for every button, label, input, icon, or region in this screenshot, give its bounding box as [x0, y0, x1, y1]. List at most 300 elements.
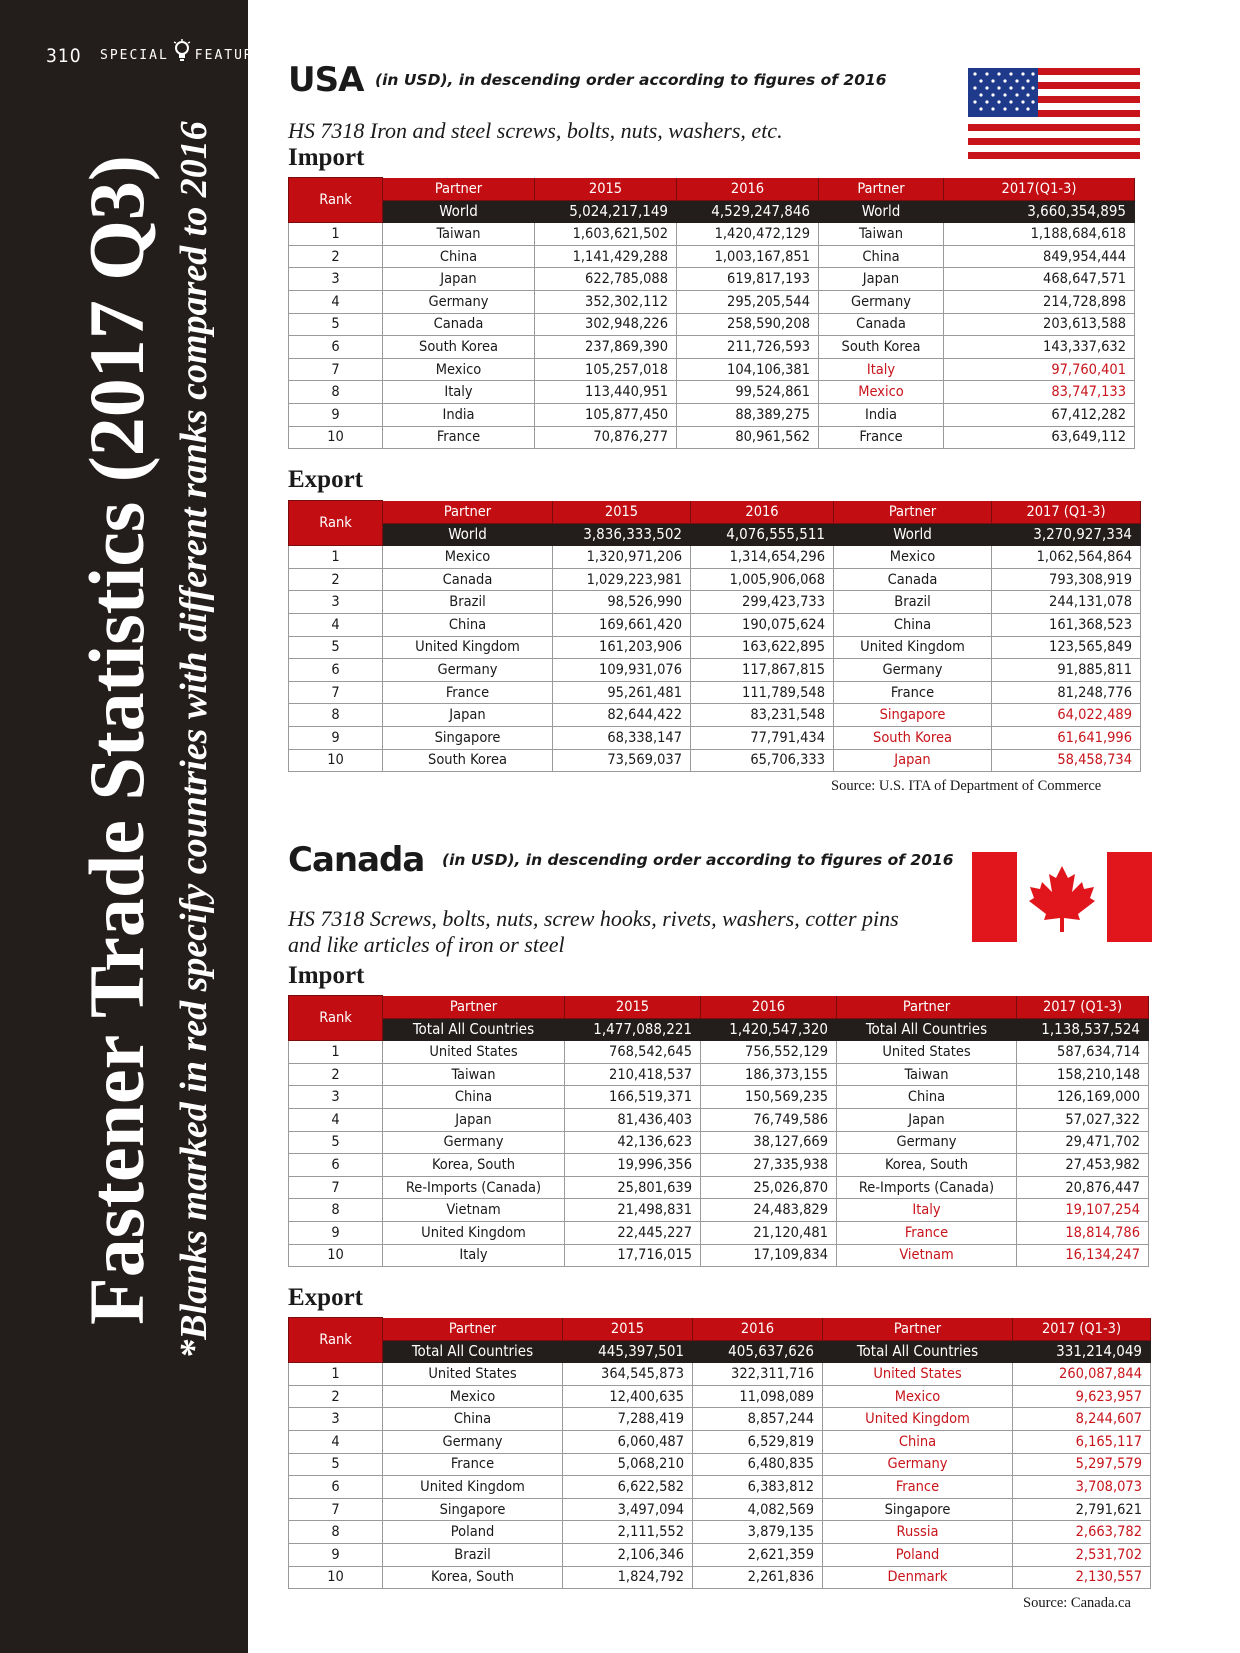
- total-row: [289, 200, 1135, 223]
- value-2017-cell: 468,647,571: [944, 268, 1135, 291]
- partner-2017-cell: China: [819, 245, 944, 268]
- value-2016-cell: 1,003,167,851: [677, 245, 819, 268]
- partner-2017-cell: China: [823, 1430, 1013, 1453]
- total-partner-2017: World: [834, 523, 992, 546]
- partner-cell: United Kingdom: [383, 1476, 563, 1499]
- partner-2017-cell: Germany: [837, 1131, 1017, 1154]
- partner-header: Partner: [383, 996, 565, 1019]
- table-row: [289, 245, 1135, 268]
- table-row: [289, 1154, 1149, 1177]
- value-2017-cell: 19,107,254: [1017, 1199, 1149, 1222]
- total-partner: Total All Countries: [383, 1340, 563, 1363]
- value-2016-cell: 77,791,434: [691, 726, 834, 749]
- table-row: [289, 1176, 1149, 1199]
- value-2017-cell: 16,134,247: [1017, 1244, 1149, 1267]
- value-2017-cell: 91,885,811: [992, 659, 1141, 682]
- rank-cell: 10: [289, 1566, 383, 1589]
- partner-header: Partner: [383, 501, 553, 524]
- usa-flag-icon: [968, 68, 1140, 159]
- table-row: [289, 659, 1141, 682]
- value-2016-cell: 38,127,669: [701, 1131, 837, 1154]
- value-2017-cell: 29,471,702: [1017, 1131, 1149, 1154]
- year-2015-header: 2015: [553, 501, 691, 524]
- partner-2017-cell: Vietnam: [837, 1244, 1017, 1267]
- partner-cell: Japan: [383, 1108, 565, 1131]
- rank-cell: 3: [289, 268, 383, 291]
- value-2016-cell: 258,590,208: [677, 313, 819, 336]
- total-2015: 1,477,088,221: [565, 1018, 701, 1041]
- value-2015-cell: 2,106,346: [563, 1543, 693, 1566]
- table-row: [289, 1363, 1151, 1386]
- table-row: [289, 313, 1135, 336]
- total-2016: 1,420,547,320: [701, 1018, 837, 1041]
- table-row: [289, 681, 1141, 704]
- partner-2017-cell: Italy: [819, 358, 944, 381]
- total-2017: 1,138,537,524: [1017, 1018, 1149, 1041]
- section-label-right: FEATURE: [194, 48, 264, 63]
- table-row: [289, 1385, 1151, 1408]
- value-2015-cell: 12,400,635: [563, 1385, 693, 1408]
- year-2016-header: 2016: [691, 501, 834, 524]
- value-2016-cell: 8,857,244: [693, 1408, 823, 1431]
- partner-cell: Korea, South: [383, 1566, 563, 1589]
- partner-2017-cell: Germany: [834, 659, 992, 682]
- value-2015-cell: 105,257,018: [535, 358, 677, 381]
- table-row: [289, 726, 1141, 749]
- value-2017-cell: 849,954,444: [944, 245, 1135, 268]
- value-2015-cell: 210,418,537: [565, 1063, 701, 1086]
- table-row: [289, 1566, 1151, 1589]
- partner-cell: Germany: [383, 1131, 565, 1154]
- table-row: [289, 1199, 1149, 1222]
- partner-2017-cell: India: [819, 403, 944, 426]
- table-row: [289, 591, 1141, 614]
- value-2017-cell: 126,169,000: [1017, 1086, 1149, 1109]
- partner-2017-cell: Italy: [837, 1199, 1017, 1222]
- value-2015-cell: 166,519,371: [565, 1086, 701, 1109]
- year-2016-header: 2016: [701, 996, 837, 1019]
- value-2017-cell: 67,412,282: [944, 403, 1135, 426]
- partner-2017-cell: Mexico: [819, 381, 944, 404]
- value-2017-cell: 27,453,982: [1017, 1154, 1149, 1177]
- table-row: [289, 1430, 1151, 1453]
- total-2015: 445,397,501: [563, 1340, 693, 1363]
- partner-2017-cell: China: [834, 613, 992, 636]
- value-2017-cell: 587,634,714: [1017, 1041, 1149, 1064]
- partner-2017-cell: Singapore: [834, 704, 992, 727]
- value-2017-cell: 2,531,702: [1013, 1543, 1151, 1566]
- partner-2017-cell: United Kingdom: [823, 1408, 1013, 1431]
- table-row: [289, 1498, 1151, 1521]
- total-2015: 3,836,333,502: [553, 523, 691, 546]
- value-2015-cell: 82,644,422: [553, 704, 691, 727]
- usa-import-label: Import: [288, 144, 365, 171]
- total-partner: World: [383, 523, 553, 546]
- value-2016-cell: 21,120,481: [701, 1221, 837, 1244]
- partner-cell: Germany: [383, 1430, 563, 1453]
- table-row: [289, 336, 1135, 359]
- value-2017-cell: 1,062,564,864: [992, 546, 1141, 569]
- table-row: [289, 1543, 1151, 1566]
- value-2016-cell: 17,109,834: [701, 1244, 837, 1267]
- rank-cell: 4: [289, 613, 383, 636]
- partner-2017-cell: Germany: [819, 290, 944, 313]
- value-2017-cell: 97,760,401: [944, 358, 1135, 381]
- rank-cell: 2: [289, 1385, 383, 1408]
- partner-cell: Korea, South: [383, 1154, 565, 1177]
- value-2017-cell: 61,641,996: [992, 726, 1141, 749]
- partner-2017-cell: Canada: [834, 568, 992, 591]
- rank-cell: 6: [289, 336, 383, 359]
- partner-cell: Brazil: [383, 591, 553, 614]
- partner-2017-cell: Singapore: [823, 1498, 1013, 1521]
- value-2016-cell: 104,106,381: [677, 358, 819, 381]
- table-row: [289, 381, 1135, 404]
- header-row: [289, 996, 1149, 1019]
- rank-cell: 9: [289, 1543, 383, 1566]
- value-2016-cell: 6,529,819: [693, 1430, 823, 1453]
- value-2015-cell: 113,440,951: [535, 381, 677, 404]
- usa-description: (in USD), in descending order according to figures of 2016: [375, 71, 887, 89]
- rank-cell: 10: [289, 1244, 383, 1267]
- year-2015-header: 2015: [565, 996, 701, 1019]
- year-2017-header: 2017 (Q1-3): [1013, 1318, 1151, 1341]
- canada-import-table: [288, 995, 1149, 1267]
- value-2017-cell: 158,210,148: [1017, 1063, 1149, 1086]
- partner-cell: United States: [383, 1363, 563, 1386]
- rank-cell: 8: [289, 1521, 383, 1544]
- year-2017-header: 2017(Q1-3): [944, 178, 1135, 201]
- table-row: [289, 358, 1135, 381]
- value-2015-cell: 7,288,419: [563, 1408, 693, 1431]
- canada-description: (in USD), in descending order according to figures of 2016: [442, 851, 954, 869]
- rank-header: Rank: [289, 178, 383, 223]
- value-2015-cell: 622,785,088: [535, 268, 677, 291]
- rank-cell: 5: [289, 1131, 383, 1154]
- value-2017-cell: 5,297,579: [1013, 1453, 1151, 1476]
- value-2015-cell: 42,136,623: [565, 1131, 701, 1154]
- rank-cell: 4: [289, 1108, 383, 1131]
- usa-export-label: Export: [288, 466, 363, 493]
- rank-cell: 7: [289, 1176, 383, 1199]
- table-row: [289, 1063, 1149, 1086]
- partner-2017-cell: France: [837, 1221, 1017, 1244]
- table-row: [289, 1131, 1149, 1154]
- table-row: [289, 636, 1141, 659]
- header-row: [289, 1318, 1151, 1341]
- year-2017-header: 2017 (Q1-3): [992, 501, 1141, 524]
- partner-2017-cell: Taiwan: [819, 223, 944, 246]
- partner-cell: Canada: [383, 568, 553, 591]
- value-2016-cell: 4,082,569: [693, 1498, 823, 1521]
- value-2016-cell: 88,389,275: [677, 403, 819, 426]
- partner-cell: France: [383, 1453, 563, 1476]
- partner-cell: Canada: [383, 313, 535, 336]
- table-row: [289, 268, 1135, 291]
- partner-header: Partner: [383, 178, 535, 201]
- table-row: [289, 1521, 1151, 1544]
- value-2015-cell: 1,603,621,502: [535, 223, 677, 246]
- value-2017-cell: 214,728,898: [944, 290, 1135, 313]
- value-2017-cell: 260,087,844: [1013, 1363, 1151, 1386]
- year-2015-header: 2015: [563, 1318, 693, 1341]
- value-2016-cell: 6,383,812: [693, 1476, 823, 1499]
- partner-2017-cell: Russia: [823, 1521, 1013, 1544]
- sidebar: [0, 0, 264, 1653]
- table-row: [289, 749, 1141, 772]
- rank-cell: 3: [289, 591, 383, 614]
- table-row: [289, 704, 1141, 727]
- rank-cell: 4: [289, 290, 383, 313]
- partner-2017-header: Partner: [837, 996, 1017, 1019]
- value-2016-cell: 756,552,129: [701, 1041, 837, 1064]
- partner-cell: Re-Imports (Canada): [383, 1176, 565, 1199]
- value-2016-cell: 24,483,829: [701, 1199, 837, 1222]
- value-2017-cell: 63,649,112: [944, 426, 1135, 449]
- value-2016-cell: 295,205,544: [677, 290, 819, 313]
- partner-cell: India: [383, 403, 535, 426]
- total-partner: Total All Countries: [383, 1018, 565, 1041]
- header-row: [289, 501, 1141, 524]
- partner-cell: Taiwan: [383, 223, 535, 246]
- year-2016-header: 2016: [677, 178, 819, 201]
- value-2016-cell: 163,622,895: [691, 636, 834, 659]
- value-2016-cell: 211,726,593: [677, 336, 819, 359]
- canada-export-label: Export: [288, 1284, 363, 1311]
- value-2016-cell: 619,817,193: [677, 268, 819, 291]
- table-row: [289, 1086, 1149, 1109]
- rank-cell: 3: [289, 1086, 383, 1109]
- canada-hs-line1: HS 7318 Screws, bolts, nuts, screw hooks, rivets, washers, cotter pins: [288, 906, 899, 931]
- rank-cell: 9: [289, 1221, 383, 1244]
- value-2015-cell: 95,261,481: [553, 681, 691, 704]
- usa-source: Source: U.S. ITA of Department of Commerce: [831, 778, 1102, 794]
- value-2016-cell: 190,075,624: [691, 613, 834, 636]
- partner-2017-cell: Germany: [823, 1453, 1013, 1476]
- value-2017-cell: 58,458,734: [992, 749, 1141, 772]
- partner-cell: Poland: [383, 1521, 563, 1544]
- partner-cell: Vietnam: [383, 1199, 565, 1222]
- partner-cell: China: [383, 1408, 563, 1431]
- year-2017-header: 2017 (Q1-3): [1017, 996, 1149, 1019]
- value-2015-cell: 1,320,971,206: [553, 546, 691, 569]
- table-row: [289, 568, 1141, 591]
- rank-cell: 7: [289, 1498, 383, 1521]
- partner-cell: France: [383, 681, 553, 704]
- value-2015-cell: 70,876,277: [535, 426, 677, 449]
- rank-cell: 6: [289, 1154, 383, 1177]
- rank-cell: 5: [289, 313, 383, 336]
- partner-cell: China: [383, 1086, 565, 1109]
- partner-cell: China: [383, 245, 535, 268]
- value-2015-cell: 17,716,015: [565, 1244, 701, 1267]
- partner-2017-cell: South Korea: [819, 336, 944, 359]
- canada-import-label: Import: [288, 962, 365, 989]
- value-2017-cell: 123,565,849: [992, 636, 1141, 659]
- partner-2017-header: Partner: [823, 1318, 1013, 1341]
- value-2016-cell: 186,373,155: [701, 1063, 837, 1086]
- table-row: [289, 613, 1141, 636]
- partner-2017-cell: Brazil: [834, 591, 992, 614]
- rank-cell: 2: [289, 568, 383, 591]
- value-2015-cell: 5,068,210: [563, 1453, 693, 1476]
- partner-cell: Italy: [383, 1244, 565, 1267]
- value-2017-cell: 64,022,489: [992, 704, 1141, 727]
- rank-cell: 9: [289, 403, 383, 426]
- table-row: [289, 290, 1135, 313]
- table-row: [289, 1244, 1149, 1267]
- partner-cell: Germany: [383, 659, 553, 682]
- value-2016-cell: 2,621,359: [693, 1543, 823, 1566]
- partner-2017-cell: China: [837, 1086, 1017, 1109]
- value-2017-cell: 83,747,133: [944, 381, 1135, 404]
- value-2017-cell: 203,613,588: [944, 313, 1135, 336]
- total-partner-2017: Total All Countries: [837, 1018, 1017, 1041]
- canada-source: Source: Canada.ca: [1023, 1595, 1131, 1611]
- canada-export-table: [288, 1317, 1151, 1589]
- rank-cell: 1: [289, 223, 383, 246]
- partner-2017-cell: Denmark: [823, 1566, 1013, 1589]
- partner-cell: Singapore: [383, 1498, 563, 1521]
- partner-cell: Japan: [383, 268, 535, 291]
- partner-cell: Japan: [383, 704, 553, 727]
- value-2016-cell: 299,423,733: [691, 591, 834, 614]
- value-2017-cell: 143,337,632: [944, 336, 1135, 359]
- value-2015-cell: 109,931,076: [553, 659, 691, 682]
- value-2016-cell: 65,706,333: [691, 749, 834, 772]
- partner-2017-cell: France: [834, 681, 992, 704]
- value-2017-cell: 244,131,078: [992, 591, 1141, 614]
- partner-2017-cell: France: [819, 426, 944, 449]
- value-2017-cell: 18,814,786: [1017, 1221, 1149, 1244]
- table-row: [289, 1041, 1149, 1064]
- value-2016-cell: 25,026,870: [701, 1176, 837, 1199]
- total-2015: 5,024,217,149: [535, 200, 677, 223]
- partner-cell: Italy: [383, 381, 535, 404]
- value-2015-cell: 105,877,450: [535, 403, 677, 426]
- rank-cell: 8: [289, 381, 383, 404]
- value-2016-cell: 3,879,135: [693, 1521, 823, 1544]
- rank-cell: 1: [289, 1363, 383, 1386]
- rank-cell: 6: [289, 1476, 383, 1499]
- value-2016-cell: 1,005,906,068: [691, 568, 834, 591]
- total-2017: 331,214,049: [1013, 1340, 1151, 1363]
- value-2017-cell: 20,876,447: [1017, 1176, 1149, 1199]
- feature-subtitle: *Blanks marked in red specify countries with different ranks compared to 2016: [173, 121, 215, 1359]
- usa-hs-code: HS 7318 Iron and steel screws, bolts, nuts, washers, etc.: [288, 118, 783, 143]
- rank-cell: 2: [289, 1063, 383, 1086]
- partner-cell: United States: [383, 1041, 565, 1064]
- partner-2017-cell: Mexico: [834, 546, 992, 569]
- partner-2017-cell: France: [823, 1476, 1013, 1499]
- total-row: [289, 523, 1141, 546]
- value-2017-cell: 2,130,557: [1013, 1566, 1151, 1589]
- value-2017-cell: 81,248,776: [992, 681, 1141, 704]
- partner-cell: Taiwan: [383, 1063, 565, 1086]
- rank-cell: 2: [289, 245, 383, 268]
- partner-2017-cell: Japan: [834, 749, 992, 772]
- partner-cell: China: [383, 613, 553, 636]
- value-2015-cell: 98,526,990: [553, 591, 691, 614]
- value-2015-cell: 3,497,094: [563, 1498, 693, 1521]
- partner-2017-cell: Canada: [819, 313, 944, 336]
- value-2015-cell: 161,203,906: [553, 636, 691, 659]
- usa-heading: USA: [288, 60, 364, 100]
- partner-cell: France: [383, 426, 535, 449]
- partner-2017-header: Partner: [819, 178, 944, 201]
- table-row: [289, 223, 1135, 246]
- table-row: [289, 1453, 1151, 1476]
- value-2015-cell: 68,338,147: [553, 726, 691, 749]
- total-2016: 4,076,555,511: [691, 523, 834, 546]
- value-2015-cell: 768,542,645: [565, 1041, 701, 1064]
- total-2016: 405,637,626: [693, 1340, 823, 1363]
- year-2015-header: 2015: [535, 178, 677, 201]
- partner-cell: Mexico: [383, 1385, 563, 1408]
- value-2017-cell: 9,623,957: [1013, 1385, 1151, 1408]
- value-2016-cell: 76,749,586: [701, 1108, 837, 1131]
- value-2017-cell: 793,308,919: [992, 568, 1141, 591]
- value-2015-cell: 237,869,390: [535, 336, 677, 359]
- partner-2017-cell: Re-Imports (Canada): [837, 1176, 1017, 1199]
- value-2016-cell: 83,231,548: [691, 704, 834, 727]
- rank-cell: 7: [289, 358, 383, 381]
- value-2015-cell: 1,141,429,288: [535, 245, 677, 268]
- partner-cell: South Korea: [383, 336, 535, 359]
- canada-heading: Canada: [288, 840, 425, 880]
- partner-cell: Singapore: [383, 726, 553, 749]
- usa-export-table: [288, 500, 1141, 772]
- rank-cell: 10: [289, 749, 383, 772]
- total-row: [289, 1018, 1149, 1041]
- partner-cell: Brazil: [383, 1543, 563, 1566]
- value-2016-cell: 1,420,472,129: [677, 223, 819, 246]
- total-partner: World: [383, 200, 535, 223]
- value-2015-cell: 81,436,403: [565, 1108, 701, 1131]
- value-2016-cell: 11,098,089: [693, 1385, 823, 1408]
- value-2015-cell: 73,569,037: [553, 749, 691, 772]
- rank-cell: 3: [289, 1408, 383, 1431]
- partner-2017-cell: Taiwan: [837, 1063, 1017, 1086]
- partner-cell: South Korea: [383, 749, 553, 772]
- value-2015-cell: 1,824,792: [563, 1566, 693, 1589]
- partner-2017-cell: United States: [837, 1041, 1017, 1064]
- value-2016-cell: 27,335,938: [701, 1154, 837, 1177]
- vertical-title-block: [0, 0, 248, 1480]
- value-2016-cell: 322,311,716: [693, 1363, 823, 1386]
- partner-cell: United Kingdom: [383, 1221, 565, 1244]
- value-2015-cell: 2,111,552: [563, 1521, 693, 1544]
- rank-cell: 8: [289, 704, 383, 727]
- page-number: 310: [46, 45, 82, 67]
- value-2016-cell: 99,524,861: [677, 381, 819, 404]
- feature-title: Fastener Trade Statistics (2017 Q3): [73, 155, 160, 1325]
- canada-hs-line2: and like articles of iron or steel: [288, 932, 565, 957]
- usa-import-table: [288, 177, 1135, 449]
- value-2016-cell: 111,789,548: [691, 681, 834, 704]
- rank-cell: 1: [289, 1041, 383, 1064]
- rank-cell: 4: [289, 1430, 383, 1453]
- value-2017-cell: 57,027,322: [1017, 1108, 1149, 1131]
- value-2015-cell: 25,801,639: [565, 1176, 701, 1199]
- value-2016-cell: 117,867,815: [691, 659, 834, 682]
- value-2017-cell: 3,708,073: [1013, 1476, 1151, 1499]
- partner-2017-header: Partner: [834, 501, 992, 524]
- value-2017-cell: 6,165,117: [1013, 1430, 1151, 1453]
- partner-2017-cell: Mexico: [823, 1385, 1013, 1408]
- value-2016-cell: 80,961,562: [677, 426, 819, 449]
- partner-cell: United Kingdom: [383, 636, 553, 659]
